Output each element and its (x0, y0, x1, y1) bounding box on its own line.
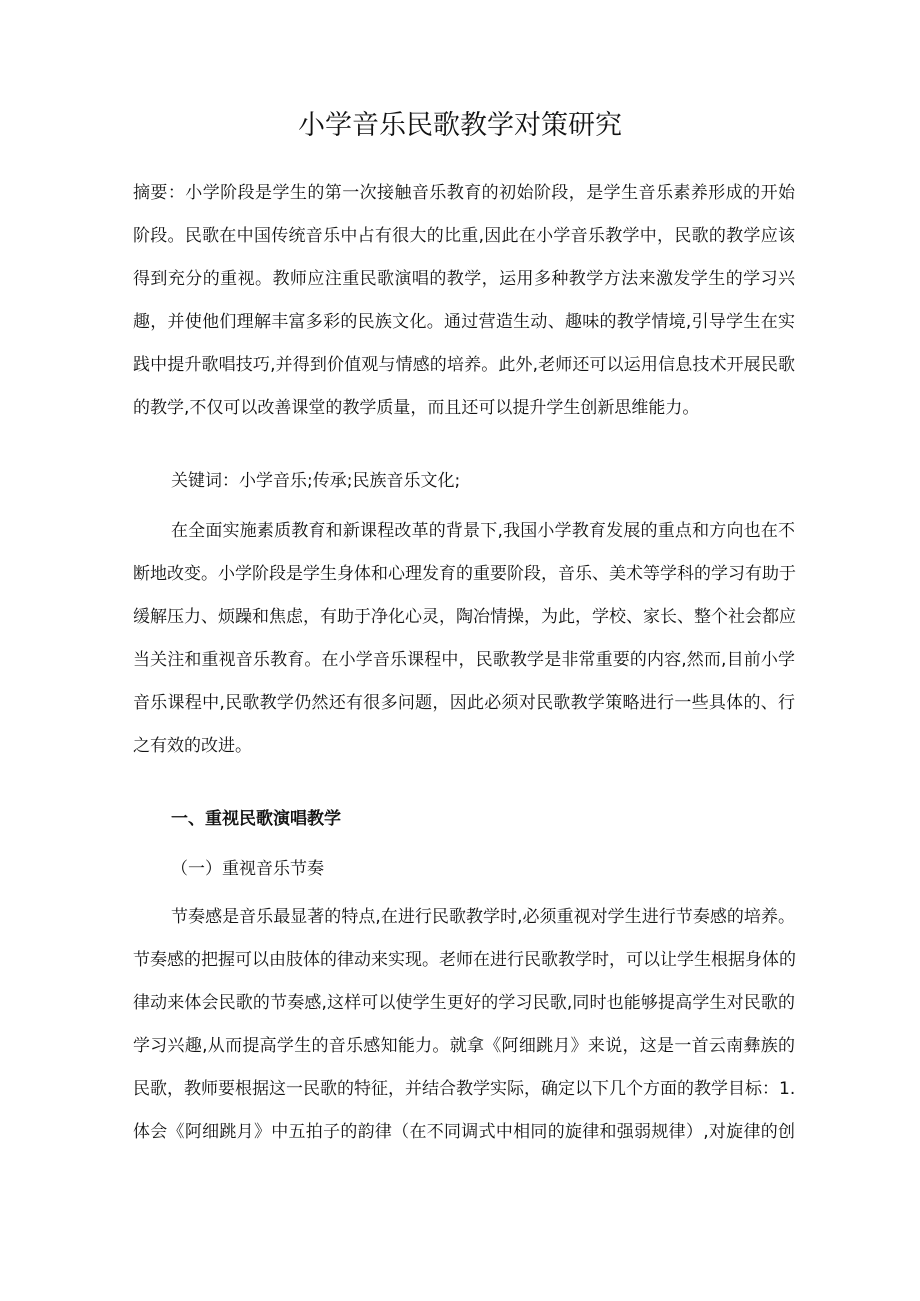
subsection-heading: （一）重视音乐节奏 (171, 859, 324, 879)
intro-line: 缓解压力、烦躁和焦虑，有助于净化心灵，陶冶情操，为此，学校、家长、整个社会都应 (133, 607, 796, 627)
section-heading: 一、重视民歌演唱教学 (171, 809, 341, 829)
abstract-line: 摘要：小学阶段是学生的第一次接触音乐教育的初始阶段，是学生音乐素养形成的开始 (133, 183, 795, 203)
body-line: 节奏感的把握可以由肢体的律动来实现。老师在进行民歌教学时，可以让学生根据身体的 (133, 950, 796, 970)
intro-paragraph (133, 510, 795, 768)
intro-line: 之有效的改进。 (133, 736, 252, 756)
document-title: 小学音乐民歌教学对策研究 (298, 110, 622, 141)
body-line: 律动来体会民歌的节奏感,这样可以使学生更好的学习民歌,同时也能够提高学生对民歌的 (133, 993, 795, 1013)
abstract-line: 践中提升歌唱技巧,并得到价值观与情感的培养。此外,老师还可以运用信息技术开展民歌 (133, 355, 795, 375)
intro-line: 音乐课程中,民歌教学仍然还有很多问题，因此必须对民歌教学策略进行一些具体的、行 (133, 693, 795, 713)
keywords-paragraph (133, 460, 795, 503)
body-line: 学习兴趣,从而提高学生的音乐感知能力。就拿《阿细跳月》来说，这是一首云南彝族的 (133, 1036, 795, 1056)
subsection-1-heading (133, 848, 795, 891)
keywords-line: 关键词：小学音乐;传承;民族音乐文化; (171, 471, 461, 491)
abstract-line: 趣，并使他们理解丰富多彩的民族文化。通过营造生动、趣味的教学情境,引导学生在实 (133, 312, 795, 332)
body-line: 民歌，教师要根据这一民歌的特征，并结合教学实际，确定以下几个方面的教学目标：1. (133, 1079, 796, 1099)
abstract-paragraph (133, 172, 795, 430)
section-1-heading (133, 798, 795, 841)
intro-line: 断地改变。小学阶段是学生身体和心理发育的重要阶段，音乐、美术等学科的学习有助于 (133, 564, 796, 584)
body-line: 节奏感是音乐最显著的特点,在进行民歌教学时,必须重视对学生进行节奏感的培养。 (171, 907, 795, 927)
intro-line: 在全面实施素质教育和新课程改革的背景下,我国小学教育发展的重点和方向也在不 (171, 521, 795, 541)
abstract-line: 阶段。民歌在中国传统音乐中占有很大的比重,因此在小学音乐教学中，民歌的教学应该 (133, 226, 795, 246)
intro-line: 当关注和重视音乐教育。在小学音乐课程中，民歌教学是非常重要的内容,然而,目前小学 (133, 650, 795, 670)
section-1-paragraph (133, 896, 795, 1154)
abstract-line: 的教学,不仅可以改善课堂的教学质量，而且还可以提升学生创新思维能力。 (133, 398, 700, 418)
body-line: 体会《阿细跳月》中五拍子的韵律（在不同调式中相同的旋律和强弱规律）,对旋律的创 (133, 1122, 795, 1142)
abstract-line: 得到充分的重视。教师应注重民歌演唱的教学，运用多种教学方法来激发学生的学习兴 (133, 269, 795, 289)
